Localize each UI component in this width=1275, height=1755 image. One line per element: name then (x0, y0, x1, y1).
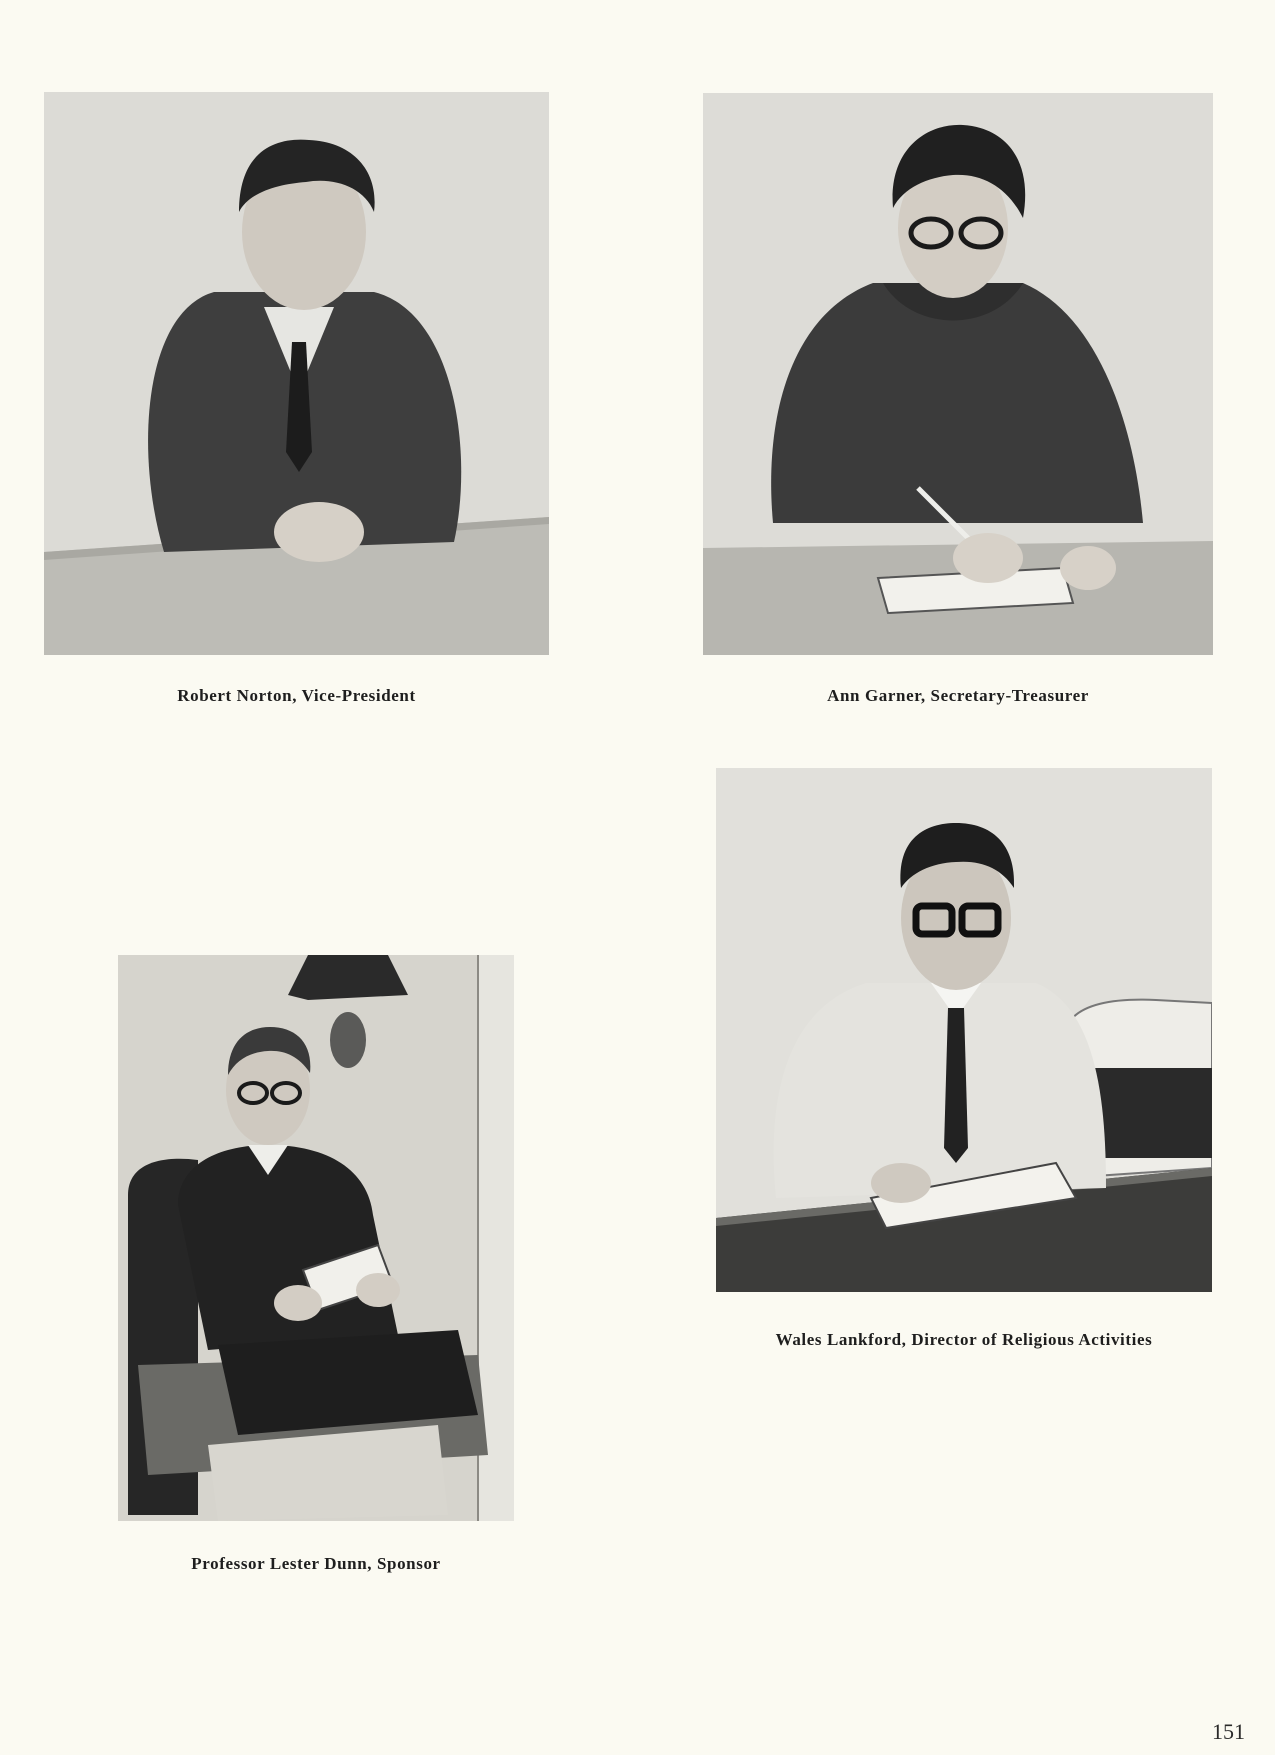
photo-robert-norton (44, 92, 549, 655)
woman-writing-at-desk-icon (703, 93, 1213, 655)
man-seated-at-desk-hands-clasped-icon (44, 92, 549, 655)
caption-lester-dunn: Professor Lester Dunn, Sponsor (191, 1554, 441, 1573)
man-with-glasses-at-desk-icon (716, 768, 1212, 1292)
photo-ann-garner (703, 93, 1213, 655)
caption-wales-lankford: Wales Lankford, Director of Religious Activities (775, 1330, 1153, 1349)
photo-wales-lankford (716, 768, 1212, 1292)
photo-lester-dunn (118, 955, 514, 1521)
caption-robert-norton: Robert Norton, Vice-President (177, 686, 416, 705)
caption-ann-garner: Ann Garner, Secretary-Treasurer (827, 686, 1089, 705)
page-number: 151 (1212, 1719, 1245, 1744)
man-in-armchair-reading-icon (118, 955, 514, 1521)
